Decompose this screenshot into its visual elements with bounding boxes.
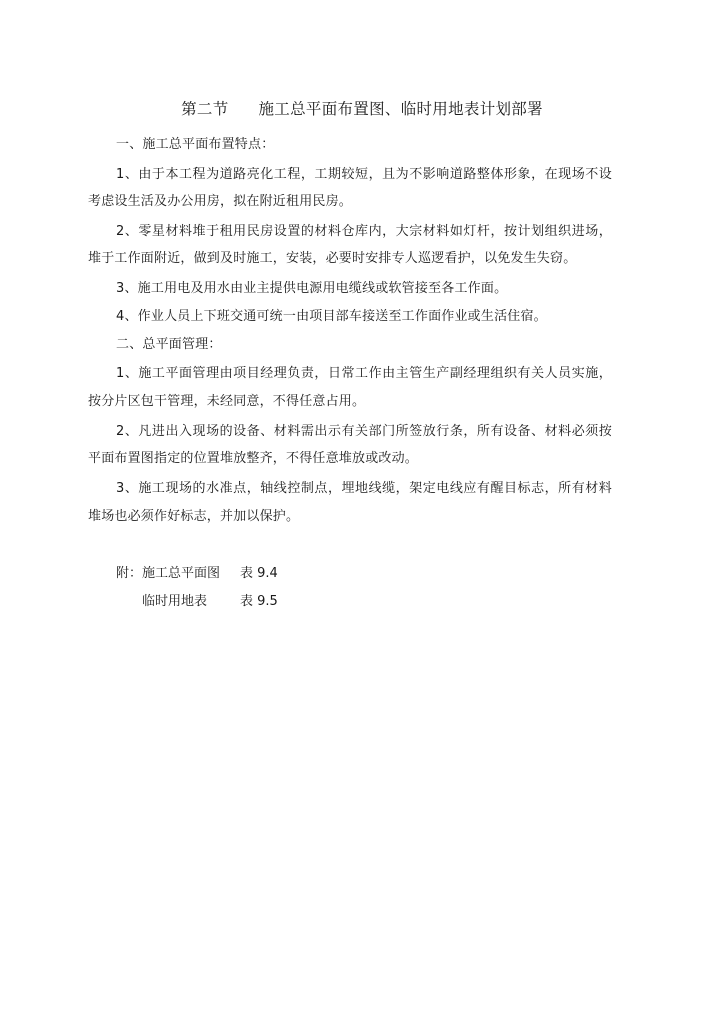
paragraph-2-3-line1: 3、施工现场的水准点，轴线控制点，埋地线缆，架定电线应有醒目标志，所有材料 (116, 481, 612, 496)
section-heading: 施工总平面布置图、临时用地表计划部署 (258, 100, 543, 118)
attachment-name: 施工总平面图 (142, 566, 221, 581)
section-number: 第二节 (181, 100, 229, 118)
paragraph-1-2-line2: 堆于工作面附近，做到及时施工，安装，必要时安排专人巡逻看护，以免发生失窃。 (88, 251, 577, 266)
page-title (0, 97, 724, 119)
paragraph-1-4: 4、作业人员上下班交通可统一由项目部车接送至工作面作业或生活住宿。 (116, 309, 547, 324)
attachment-table: 表 9.4 (240, 566, 278, 581)
attachment-row-1 (116, 562, 278, 581)
paragraph-1-2-line1: 2、零星材料堆于租用民房设置的材料仓库内，大宗材料如灯杆，按计划组织进场， (116, 224, 612, 239)
paragraph-1-1-line1: 1、由于本工程为道路亮化工程，工期较短，且为不影响道路整体形象，在现场不设 (116, 167, 612, 182)
paragraph-1-3: 3、施工用电及用水由业主提供电源用电缆线或软管接至各工作面。 (116, 281, 508, 296)
paragraph-2-1-line2: 按分片区包干管理，未经同意，不得任意占用。 (88, 394, 366, 409)
section-2-heading: 二、总平面管理： (116, 337, 222, 352)
section-1-heading: 一、施工总平面布置特点： (116, 137, 275, 152)
paragraph-2-3-line2: 堆场也必须作好标志，并加以保护。 (88, 509, 300, 524)
paragraph-2-2-line1: 2、凡进出入现场的设备、材料需出示有关部门所签放行条，所有设备、材料必须按 (116, 424, 612, 439)
paragraph-2-2-line2: 平面布置图指定的位置堆放整齐，不得任意堆放或改动。 (88, 451, 419, 466)
attachment-prefix: 附： (116, 566, 143, 581)
paragraph-1-1-line2: 考虑设生活及办公用房，拟在附近租用民房。 (88, 194, 353, 209)
paragraph-2-1-line1: 1、施工平面管理由项目经理负责，日常工作由主管生产副经理组织有关人员实施， (116, 366, 612, 381)
attachment-name: 临时用地表 (142, 594, 208, 609)
attachment-table: 表 9.5 (240, 594, 278, 609)
attachment-row-2 (142, 590, 278, 609)
